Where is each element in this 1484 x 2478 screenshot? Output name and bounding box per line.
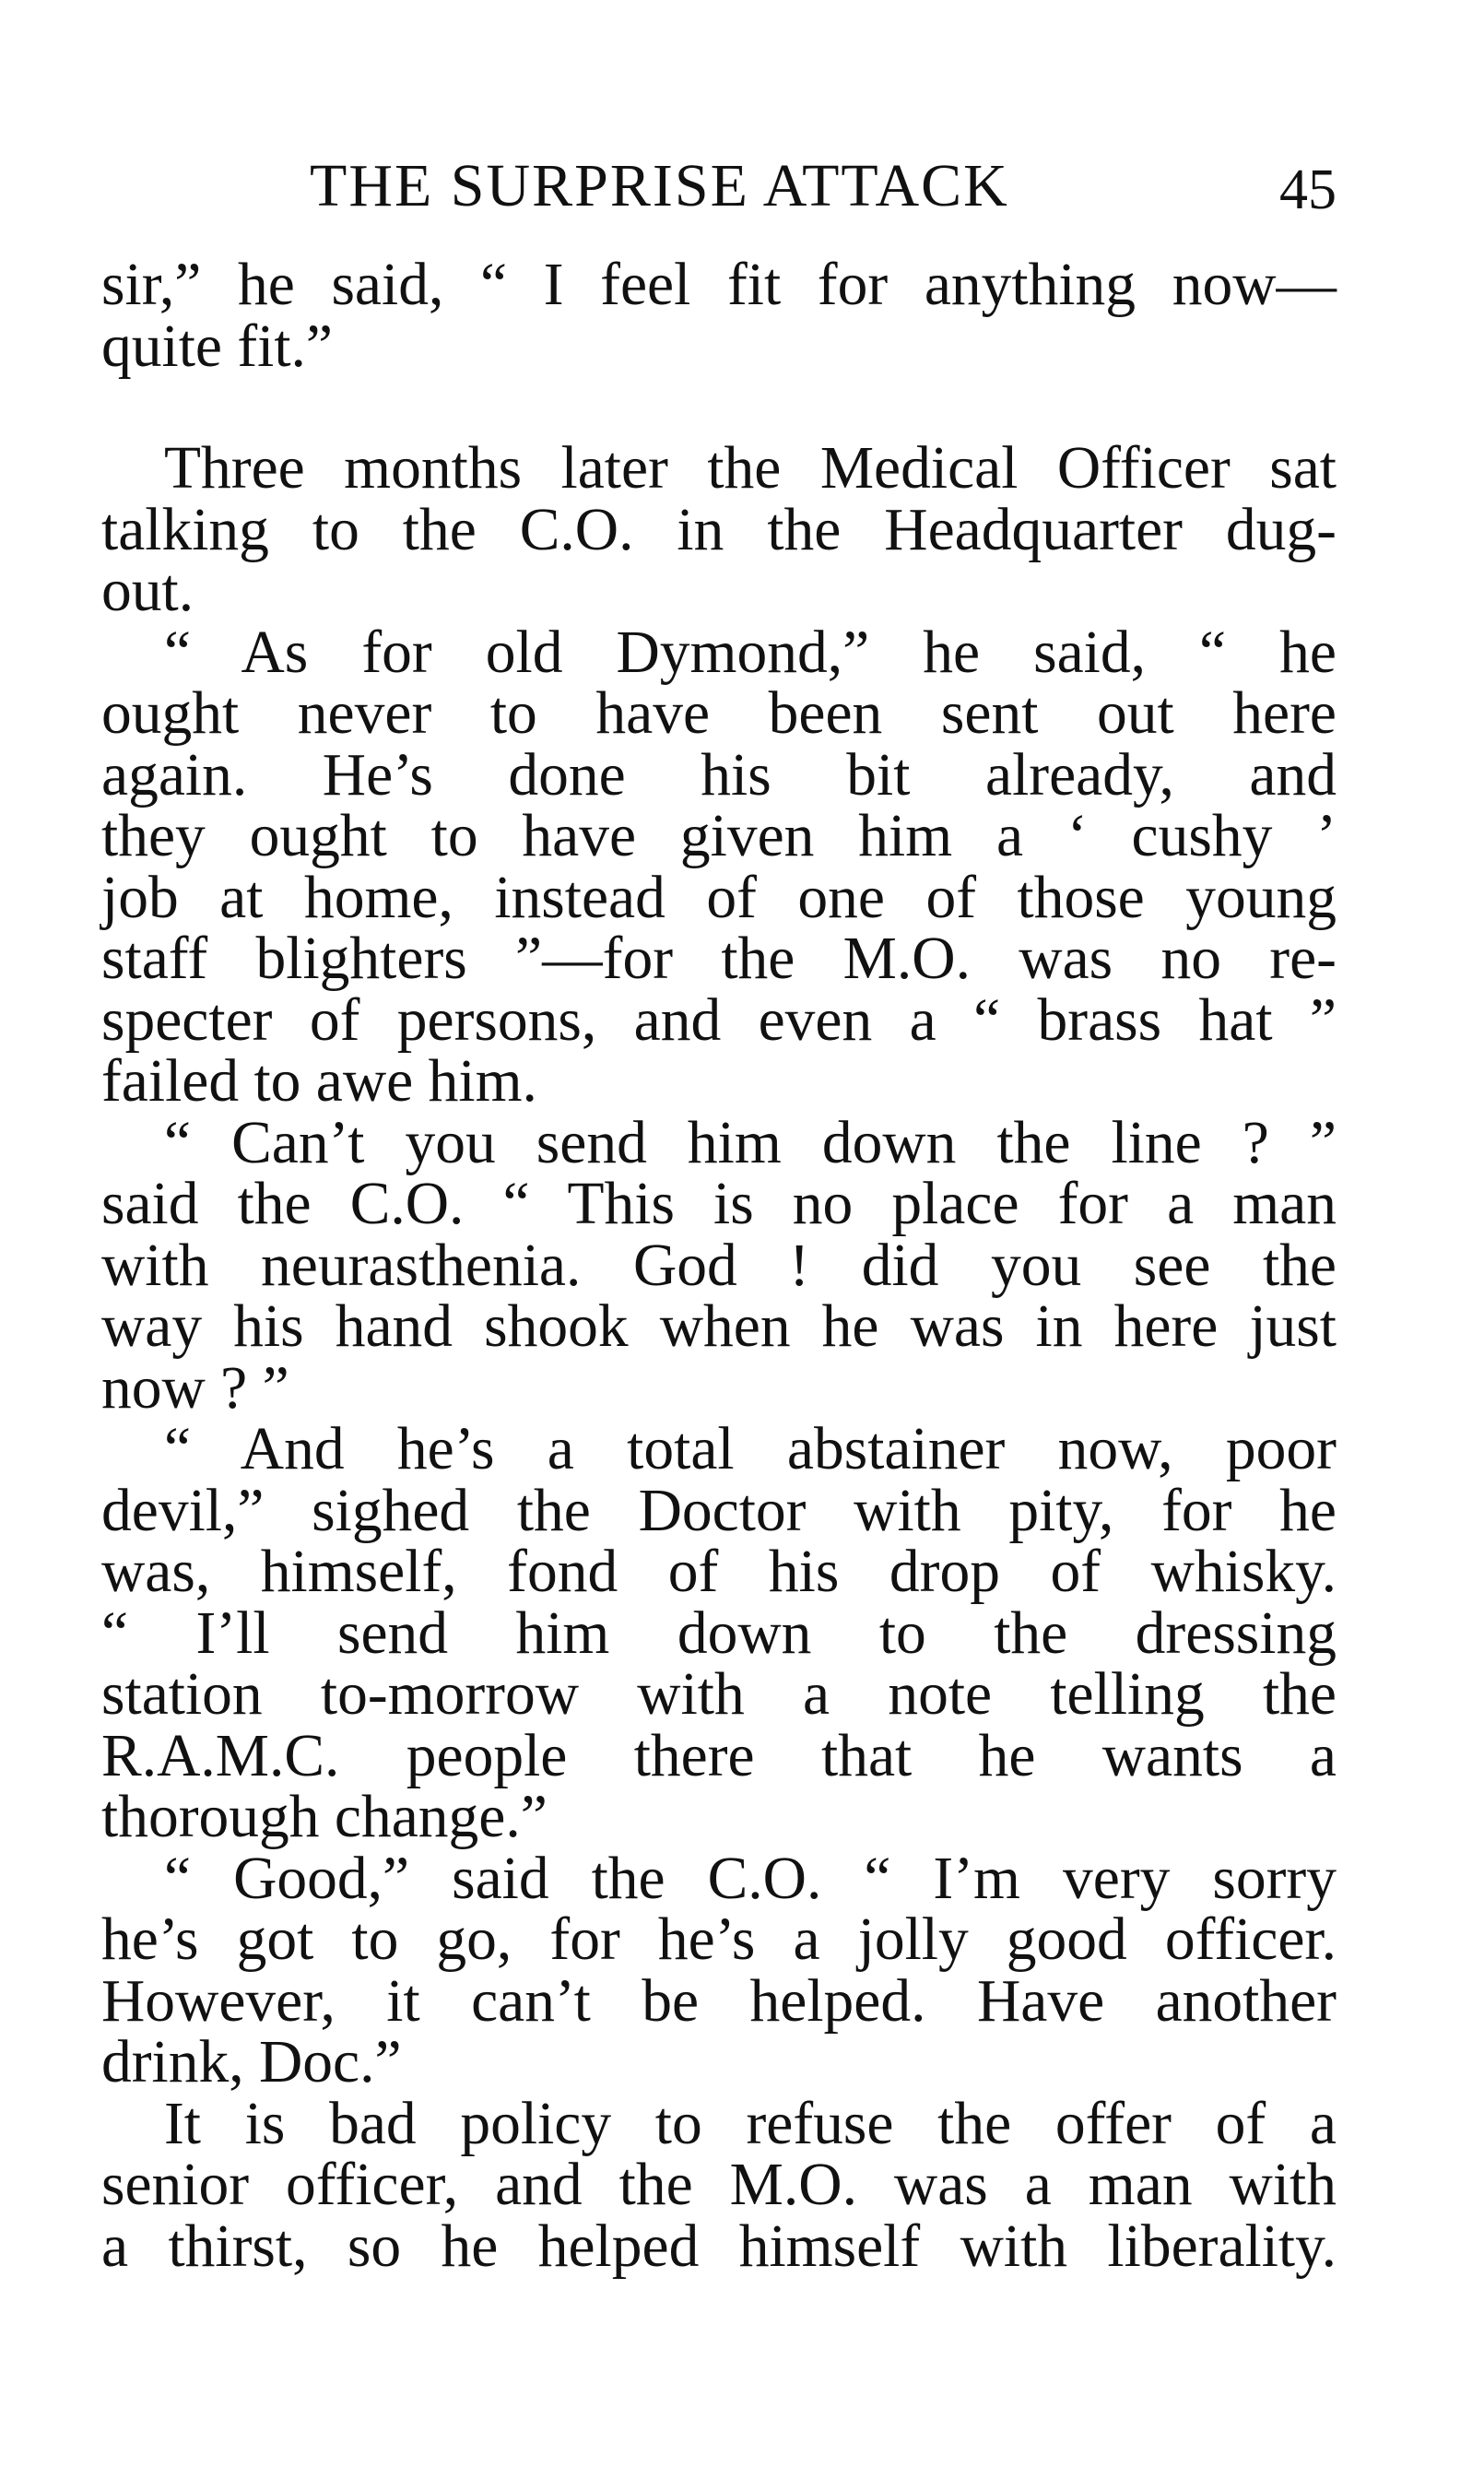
text-line: Three months later the Medical Officer sat [164, 435, 1337, 502]
text-line: “ Can’t you send him down the line ? ” [164, 1109, 1337, 1176]
text-line: was, himself, fond of his drop of whisky. [101, 1539, 1337, 1605]
text-line: “ I’ll send him down to the dressing [101, 1599, 1337, 1667]
page-number: 45 [1279, 159, 1337, 221]
text-line: quite fit.” [101, 313, 333, 380]
running-title: THE SURPRISE ATTACK [310, 152, 1009, 219]
page-header [101, 149, 1337, 223]
text-line: failed to awe him. [101, 1048, 537, 1115]
text-line: It is bad policy to refuse the offer of a [164, 2090, 1337, 2157]
text-line: job at home, instead of one of those young [101, 864, 1337, 931]
paragraph [101, 252, 1337, 380]
text-line: a thirst, so he helped himself with liberality. [101, 2212, 1337, 2280]
text-line: again. He’s done his bit already, and [101, 741, 1337, 808]
paragraph [101, 1845, 1337, 2095]
text-line: station to-morrow with a note telling the [101, 1661, 1337, 1728]
paragraph [101, 2090, 1337, 2280]
text-line: way his hand shook when he was in here just [101, 1293, 1337, 1360]
paragraph [101, 619, 1337, 1115]
body-text [101, 252, 1337, 2280]
text-line: drink, Doc.” [101, 2029, 402, 2095]
paragraph [101, 1109, 1337, 1422]
text-line: sir,” he said, “ I feel fit for anything now— [101, 252, 1337, 318]
text-line: thorough change.” [101, 1784, 548, 1850]
text-line: senior officer, and the M.O. was a man with [101, 2152, 1337, 2218]
text-line: However, it can’t be helped. Have another [101, 1967, 1337, 2035]
text-line: with neurasthenia. God ! did you see the [101, 1232, 1337, 1299]
paragraph [101, 1416, 1337, 1850]
text-line: he’s got to go, for he’s a jolly good officer. [101, 1906, 1337, 1973]
text-line: talking to the C.O. in the Headquarter dug- [101, 496, 1337, 563]
text-line: R.A.M.C. people there that he wants a [101, 1722, 1337, 1789]
text-line: “ Good,” said the C.O. “ I’m very sorry [164, 1845, 1337, 1912]
text-line: “ And he’s a total abstainer now, poor [164, 1416, 1337, 1482]
text-line: now ? ” [101, 1354, 289, 1422]
text-line: staff blighters ”—for the M.O. was no re- [101, 926, 1337, 992]
text-line: specter of persons, and even a “ brass hat ” [101, 986, 1337, 1054]
text-line: “ As for old Dymond,” he said, “ he [164, 619, 1337, 686]
text-line: devil,” sighed the Doctor with pity, for he [101, 1477, 1337, 1544]
text-line: they ought to have given him a ‘ cushy ’ [101, 803, 1337, 869]
text-line: out. [101, 558, 194, 624]
text-line: ought never to have been sent out here [101, 680, 1337, 747]
text-line: said the C.O. “ This is no place for a man [101, 1171, 1337, 1237]
paragraph [101, 435, 1337, 624]
